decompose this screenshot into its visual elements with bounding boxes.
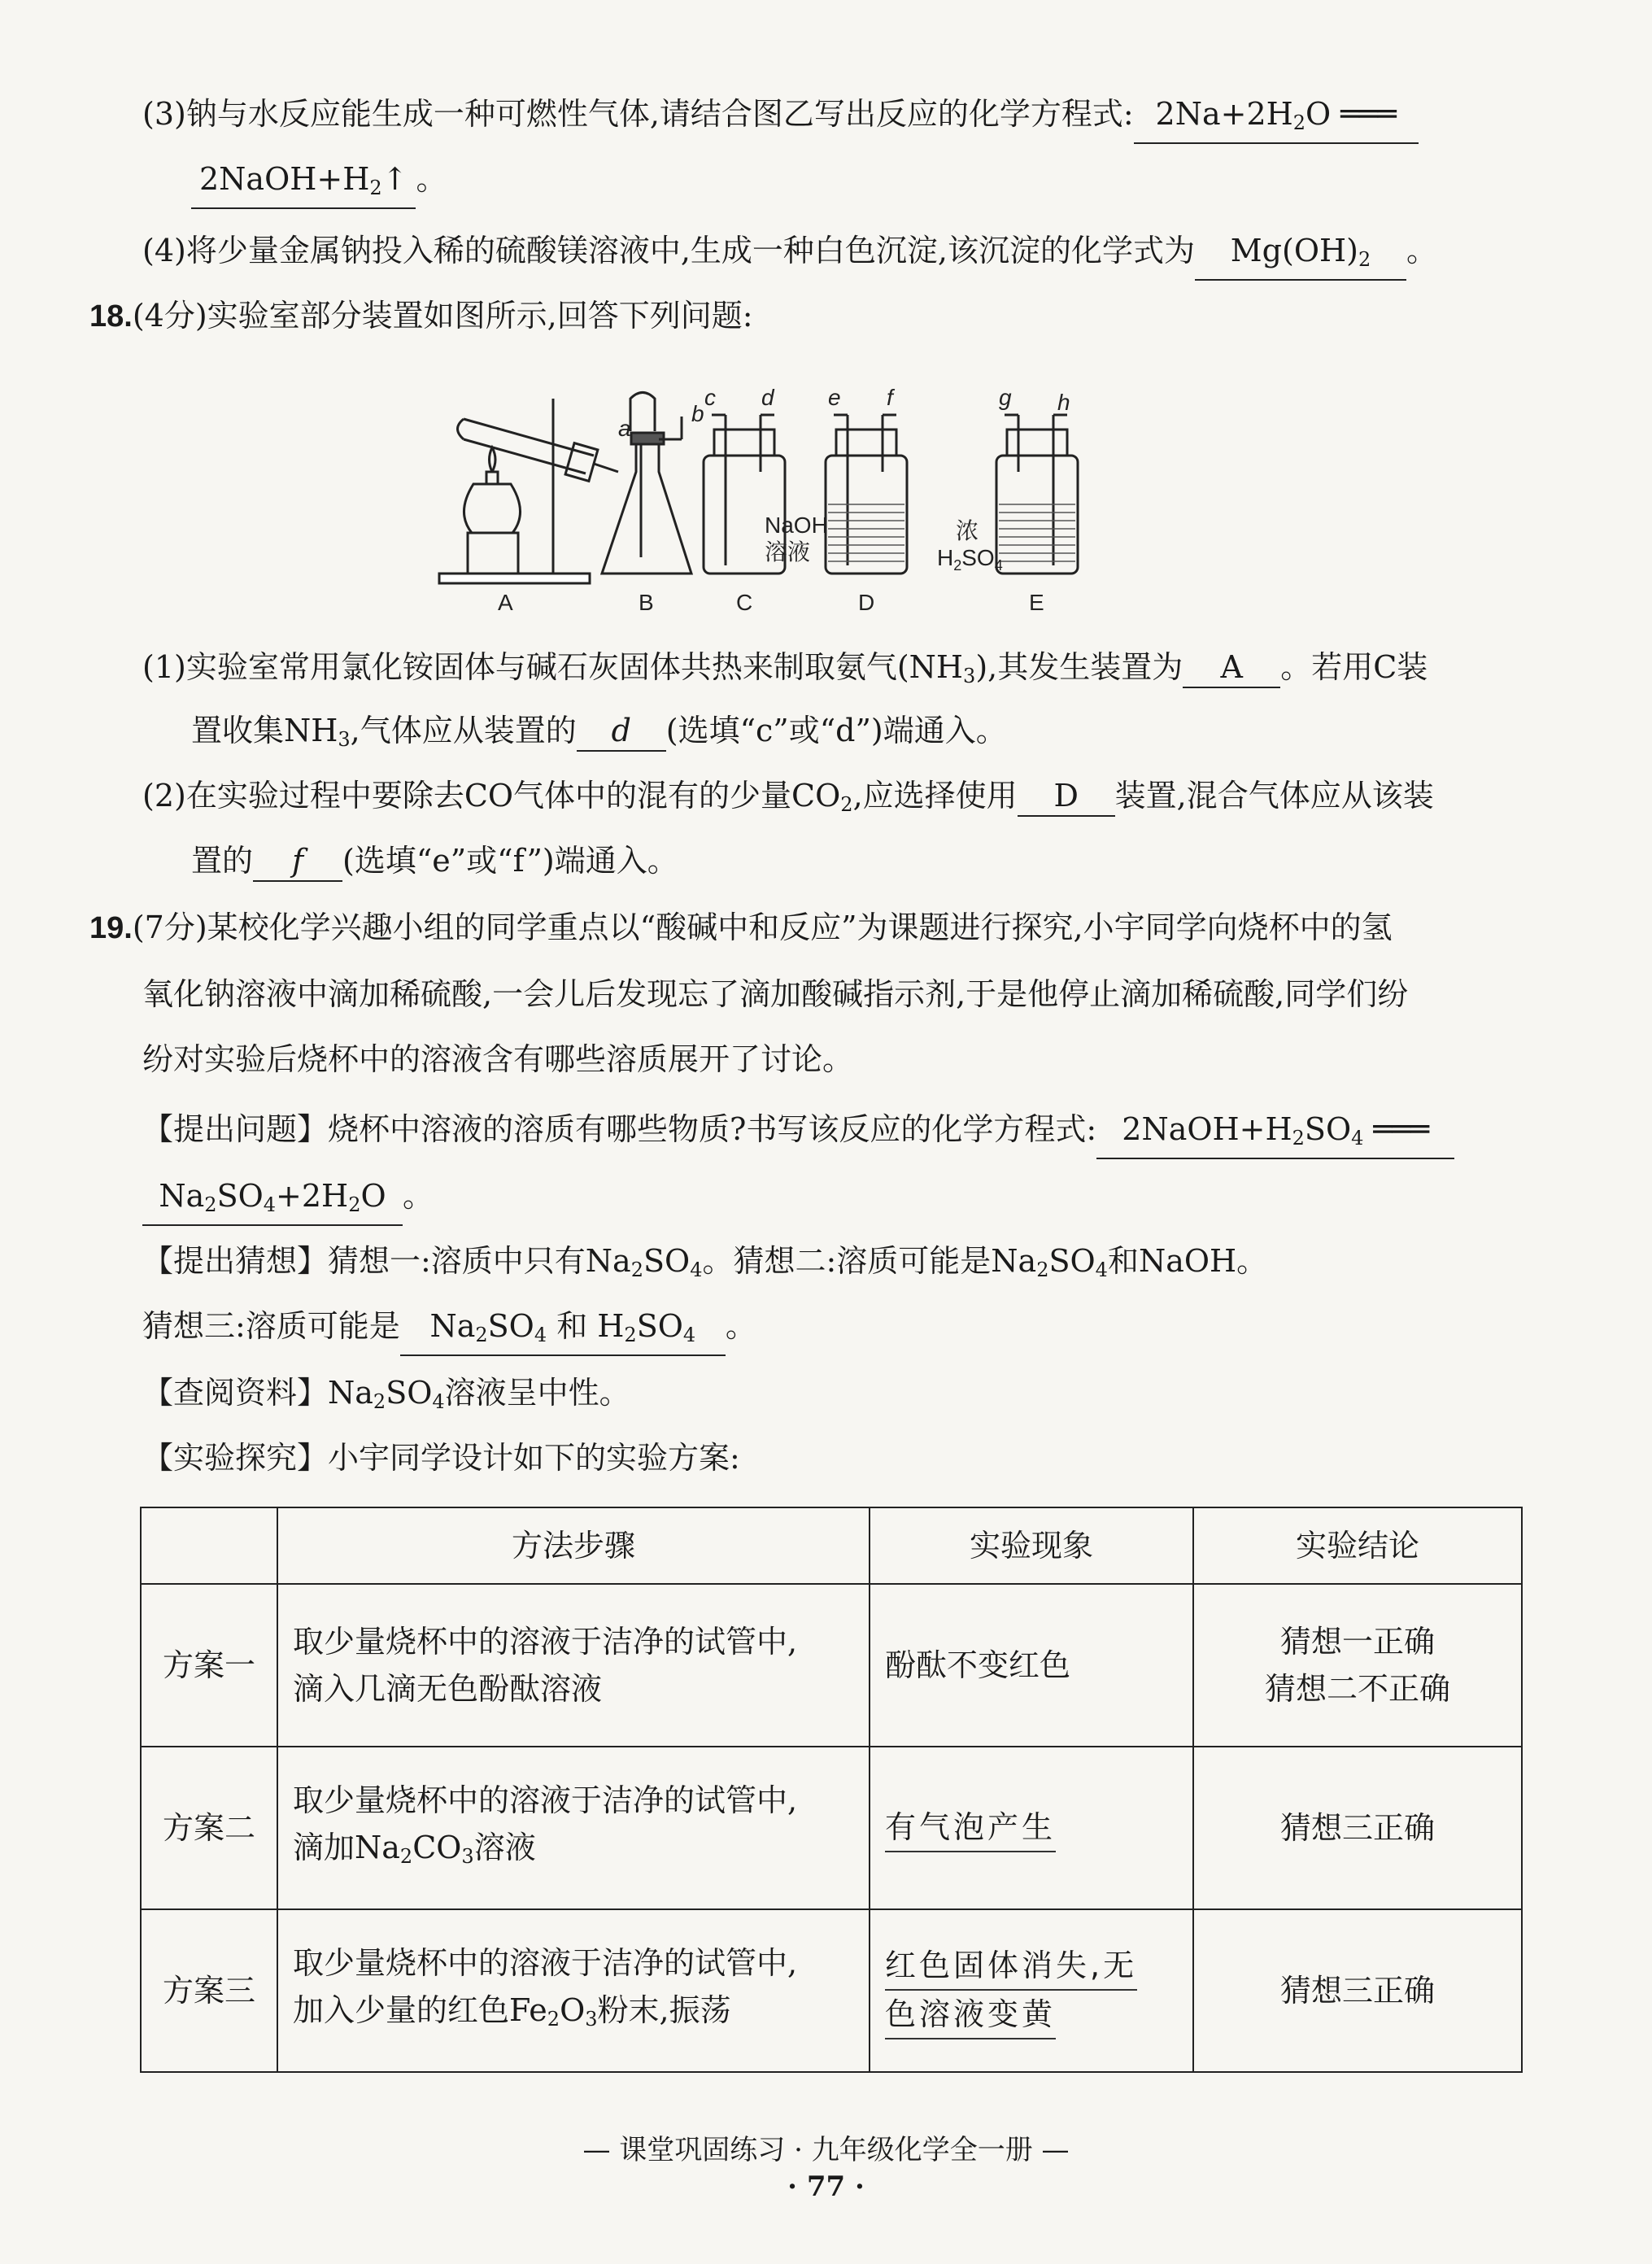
apparatus-label-E: E bbox=[1029, 590, 1044, 615]
naoh-label-2: 溶液 bbox=[765, 539, 811, 565]
q17-part3-line2: $2NaOH+H_2↑$ 。 bbox=[191, 155, 447, 209]
port-label-d: d bbox=[761, 385, 774, 410]
q18-header: 18.(4分)实验室部分装置如图所示,回答下列问题: bbox=[89, 298, 753, 334]
apparatus-label-C: C bbox=[736, 590, 753, 615]
table-header: 实验结论 bbox=[1193, 1507, 1522, 1584]
q18-part2-answer2: f bbox=[253, 841, 342, 882]
q18-part1-answer1: A bbox=[1183, 648, 1280, 688]
q17-part4-answer: $Mg(OH)_2$ bbox=[1195, 231, 1406, 281]
q19-question-line2: $Na_2SO_4+2H_2O$ 。 bbox=[142, 1171, 434, 1226]
q19-reference: 【查阅资料】$Na_2SO_4$溶液呈中性。 bbox=[142, 1375, 630, 1413]
table-header: 实验现象 bbox=[870, 1507, 1193, 1584]
apparatus-label-A: A bbox=[498, 590, 513, 615]
q19-line3: 纷对实验后烧杯中的溶液含有哪些溶质展开了讨论。 bbox=[142, 1041, 854, 1077]
q19-guess3: 猜想三:溶质可能是 $Na_2SO_4$ 和 $H_2SO_4$ 。 bbox=[142, 1302, 756, 1356]
plan-name: 方案三 bbox=[141, 1909, 277, 2072]
footer-title: — 课堂巩固练习 · 九年级化学全一册 — bbox=[582, 2134, 1070, 2166]
plan-name: 方案一 bbox=[141, 1584, 277, 1747]
table-row bbox=[141, 1584, 1522, 1747]
q19-question: 【提出问题】烧杯中溶液的溶质有哪些物质?书写该反应的化学方程式: $2NaOH+H_2SO_4$ ═══ bbox=[142, 1105, 1454, 1159]
naoh-label-1: NaOH bbox=[765, 513, 828, 538]
port-label-a: a bbox=[618, 416, 631, 441]
table-header bbox=[141, 1507, 277, 1584]
q18-part2-answer1: D bbox=[1018, 776, 1115, 817]
port-label-b: b bbox=[691, 401, 704, 426]
q19-line2: 氧化钠溶液中滴加稀硫酸,一会儿后发现忘了滴加酸碱指示剂,于是他停止滴加稀硫酸,同学们纷 bbox=[142, 976, 1409, 1012]
port-label-c: c bbox=[704, 385, 716, 410]
plan-conclusion: 猜想一正确 猜想二不正确 bbox=[1193, 1584, 1522, 1747]
handwritten-answer: 有气泡产生 bbox=[885, 1804, 1056, 1852]
page-number: · 77 · bbox=[787, 2170, 865, 2203]
apparatus-label-D: D bbox=[858, 590, 875, 615]
q17-part3-answer-line2: $2NaOH+H_2↑$ bbox=[191, 159, 416, 209]
q19-question-answer-line1: $2NaOH+H_2SO_4$ ═══ bbox=[1096, 1110, 1454, 1159]
plan-conclusion: 猜想三正确 bbox=[1193, 1747, 1522, 1909]
acid-label-2: $H_2SO_4$ bbox=[937, 545, 1003, 574]
table-row bbox=[141, 1747, 1522, 1909]
plan-phenomenon: 酚酞不变红色 bbox=[870, 1584, 1193, 1747]
q19-guess3-answer: $Na_2SO_4$ 和 $H_2SO_4$ bbox=[400, 1306, 726, 1356]
q19-guess: 【提出猜想】猜想一:溶质中只有$Na_2SO_4$。猜想二:溶质可能是$Na_2SO_4$和NaOH。 bbox=[142, 1243, 1268, 1281]
q17-part3-line1: (3)钠与水反应能生成一种可燃性气体,请结合图乙写出反应的化学方程式: $2Na+2H_2O$ ═══ bbox=[142, 89, 1419, 144]
port-label-g: g bbox=[999, 385, 1012, 410]
plan-phenomenon bbox=[870, 1747, 1193, 1909]
acid-label-1: 浓 bbox=[956, 518, 979, 543]
port-label-e: e bbox=[828, 385, 841, 410]
plan-steps: 取少量烧杯中的溶液于洁净的试管中, 滴加$Na_2CO_3$溶液 bbox=[277, 1747, 870, 1909]
q18-number: 18. bbox=[89, 299, 133, 334]
apparatus-label-B: B bbox=[639, 590, 654, 615]
q18-part1-line2: 置收集$NH_3$,气体应从装置的 d (选填“c”或“d”)端通入。 bbox=[191, 713, 1007, 751]
plan-phenomenon bbox=[870, 1909, 1193, 2072]
port-label-h: h bbox=[1057, 390, 1070, 415]
plan-conclusion: 猜想三正确 bbox=[1193, 1909, 1522, 2072]
q18-part2-line1: (2)在实验过程中要除去CO气体中的混有的少量$CO_2$,应选择使用 D 装置,混合气体应从该装 bbox=[142, 778, 1434, 816]
q18-part1-answer2: d bbox=[577, 711, 666, 752]
port-label-f: f bbox=[887, 385, 893, 410]
q18-part1-line1: (1)实验室常用氯化铵固体与碱石灰固体共热来制取氨气$(NH_3)$,其发生装置为 A 。若用C装 bbox=[142, 649, 1428, 687]
table-header-row bbox=[141, 1507, 1522, 1584]
plan-steps: 取少量烧杯中的溶液于洁净的试管中, 滴入几滴无色酚酞溶液 bbox=[277, 1584, 870, 1747]
plan-steps: 取少量烧杯中的溶液于洁净的试管中, 加入少量的红色$Fe_2O_3$粉末,振荡 bbox=[277, 1909, 870, 2072]
table-header: 方法步骤 bbox=[277, 1507, 870, 1584]
q17-part3-answer-line1: $2Na+2H_2O$ ═══ bbox=[1134, 94, 1419, 144]
handwritten-answer: 红色固体消失,无 bbox=[885, 1942, 1137, 1991]
q19-explore: 【实验探究】小宇同学设计如下的实验方案: bbox=[142, 1440, 740, 1476]
q19-line1: 19.(7分)某校化学兴趣小组的同学重点以“酸碱中和反应”为课题进行探究,小宇同学向烧杯中的氢 bbox=[89, 910, 1393, 945]
q17-part4: (4)将少量金属钠投入稀的硫酸镁溶液中,生成一种白色沉淀,该沉淀的化学式为 $Mg(OH)_2$ 。 bbox=[142, 226, 1437, 281]
handwritten-answer: 色溶液变黄 bbox=[885, 1991, 1056, 2039]
q19-question-answer-line2: $Na_2SO_4+2H_2O$ bbox=[142, 1176, 403, 1226]
plan-name: 方案二 bbox=[141, 1747, 277, 1909]
q18-part2-line2: 置的 f (选填“e”或“f”)端通入。 bbox=[191, 836, 678, 885]
apparatus-diagram bbox=[423, 382, 1285, 618]
table-row bbox=[141, 1909, 1522, 2072]
experiment-table bbox=[140, 1507, 1523, 2073]
q19-number: 19. bbox=[89, 911, 133, 945]
